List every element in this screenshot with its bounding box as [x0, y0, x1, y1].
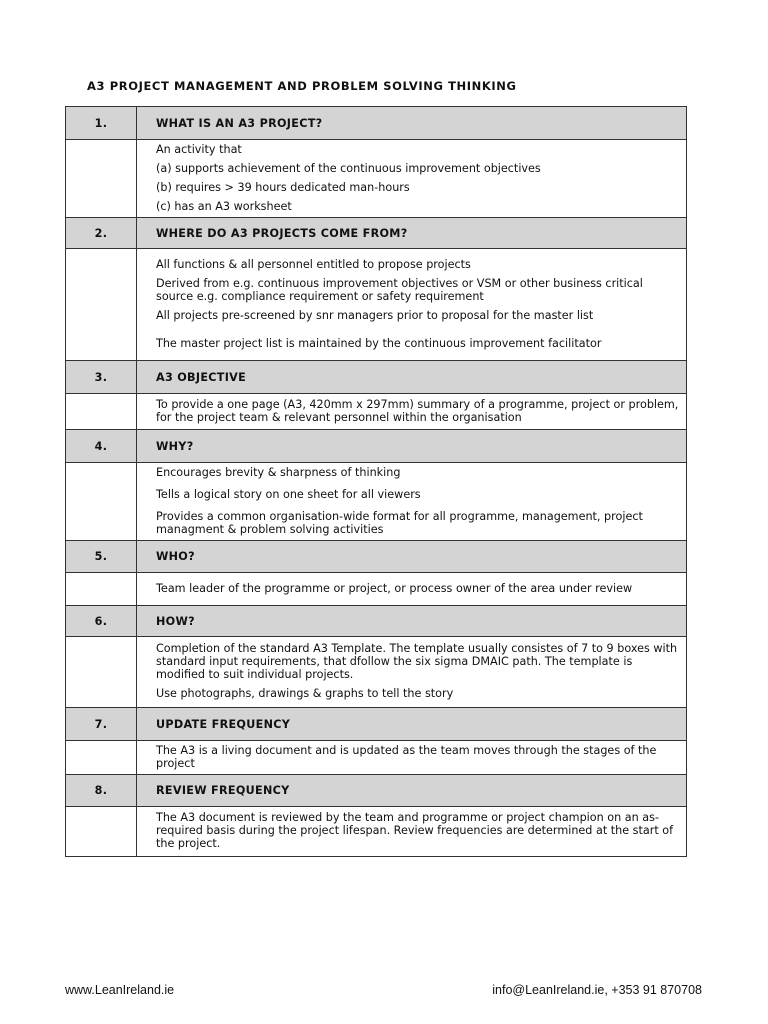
- section-header-row: [66, 218, 687, 249]
- section-body: [137, 741, 687, 775]
- body-line: Provides a common organisation-wide format for all programme, management, project managment & problem solving activities: [156, 509, 643, 536]
- section-heading: WHERE DO A3 PROJECTS COME FROM?: [137, 218, 687, 249]
- section-header-row: [66, 430, 687, 463]
- section-number: 1.: [66, 107, 137, 140]
- section-header-row: [66, 361, 687, 394]
- section-header-row: [66, 541, 687, 573]
- body-line: Derived from e.g. continuous improvement objectives or VSM or other business critical source e.g. compliance requirement or safety requirement: [156, 276, 643, 303]
- section-header-row: [66, 107, 687, 140]
- section-heading: WHAT IS AN A3 PROJECT?: [137, 107, 687, 140]
- section-heading: REVIEW FREQUENCY: [137, 775, 687, 807]
- section-number: 5.: [66, 541, 137, 573]
- section-number: 4.: [66, 430, 137, 463]
- section-body: [137, 637, 687, 708]
- body-line: (c) has an A3 worksheet: [156, 200, 292, 213]
- section-number: 6.: [66, 606, 137, 637]
- section-heading: HOW?: [137, 606, 687, 637]
- section-header-row: [66, 606, 687, 637]
- body-line: Tells a logical story on one sheet for all viewers: [156, 487, 421, 501]
- section-heading: WHY?: [137, 430, 687, 463]
- section-body: [137, 394, 687, 430]
- section-heading: UPDATE FREQUENCY: [137, 708, 687, 741]
- section-heading: WHO?: [137, 541, 687, 573]
- section-number: 8.: [66, 775, 137, 807]
- body-line: The A3 is a living document and is updated as the team moves through the stages of the project: [156, 743, 657, 770]
- body-line: (a) supports achievement of the continuous improvement objectives: [156, 162, 541, 175]
- section-body-row: [66, 249, 687, 361]
- section-body: [137, 249, 687, 361]
- blank-cell: [66, 140, 137, 218]
- body-line: Encourages brevity & sharpness of thinking: [156, 465, 401, 479]
- body-line: Completion of the standard A3 Template. The template usually consistes of 7 to 9 boxes with standard input requirements, that dfollow the six sigma DMAIC path. The template is modified to suit individual projects.: [156, 642, 678, 681]
- blank-cell: [66, 741, 137, 775]
- body-line: All functions & all personnel entitled to propose projects: [156, 257, 471, 271]
- footer-contact: info@LeanIreland.ie, +353 91 870708: [492, 983, 702, 997]
- body-line: The master project list is maintained by the continuous improvement facilitator: [156, 336, 602, 350]
- body-line: Team leader of the programme or project, or process owner of the area under review: [156, 581, 633, 595]
- blank-cell: [66, 637, 137, 708]
- section-body: [137, 573, 687, 606]
- body-line: All projects pre-screened by snr managers prior to proposal for the master list: [156, 308, 594, 322]
- blank-cell: [66, 573, 137, 606]
- blank-cell: [66, 463, 137, 541]
- section-number: 3.: [66, 361, 137, 394]
- section-body: [137, 807, 687, 857]
- footer-website: www.LeanIreland.ie: [65, 983, 175, 997]
- section-heading: A3 OBJECTIVE: [137, 361, 687, 394]
- section-number: 2.: [66, 218, 137, 249]
- section-body-row: [66, 573, 687, 606]
- blank-cell: [66, 249, 137, 361]
- section-header-row: [66, 775, 687, 807]
- section-body-row: [66, 807, 687, 857]
- body-line: To provide a one page (A3, 420mm x 297mm) summary of a programme, project or problem, for the project team & relevant personnel within the organisation: [156, 397, 679, 424]
- section-body-row: [66, 637, 687, 708]
- section-body-row: [66, 140, 687, 218]
- body-line: (b) requires > 39 hours dedicated man-hours: [156, 181, 410, 194]
- section-body: [137, 463, 687, 541]
- section-header-row: [66, 708, 687, 741]
- section-number: 7.: [66, 708, 137, 741]
- a3-table: [65, 106, 687, 857]
- blank-cell: [66, 807, 137, 857]
- section-body: [137, 140, 687, 218]
- section-body-row: [66, 463, 687, 541]
- document-title: A3 PROJECT MANAGEMENT AND PROBLEM SOLVING THINKING: [87, 79, 517, 93]
- section-body-row: [66, 741, 687, 775]
- body-line: Use photographs, drawings & graphs to tell the story: [156, 687, 454, 700]
- section-body-row: [66, 394, 687, 430]
- body-line: An activity that: [156, 143, 242, 156]
- body-line: The A3 document is reviewed by the team and programme or project champion on an as-required basis during the project lifespan. Review frequencies are determined at the start of the project.: [156, 811, 674, 850]
- blank-cell: [66, 394, 137, 430]
